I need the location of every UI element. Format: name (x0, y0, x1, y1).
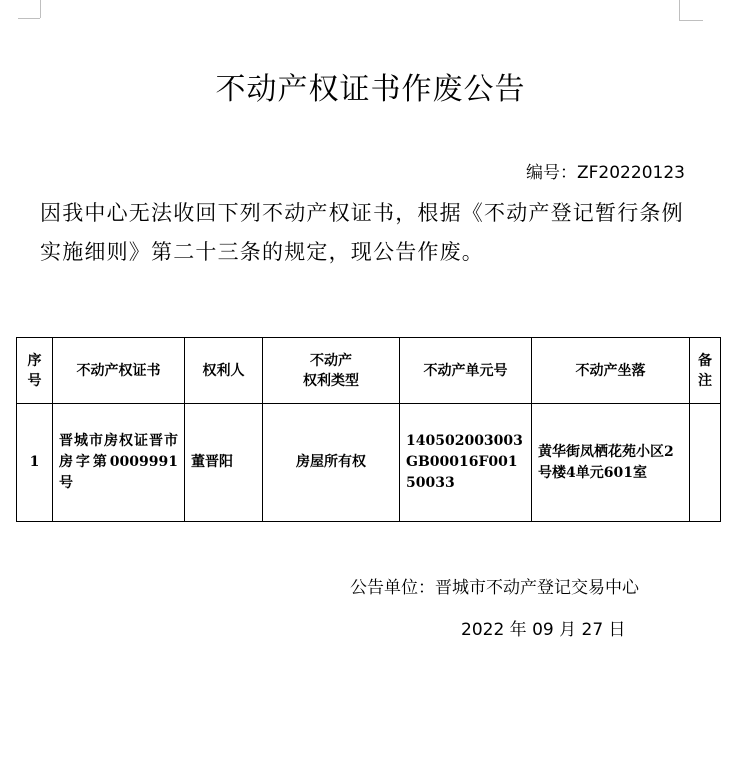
cell-unit-number: 140502003003GB00016F00150033 (400, 404, 532, 522)
header-certificate: 不动产权证书 (53, 338, 185, 404)
crop-mark-top-left-horizontal (18, 18, 40, 19)
crop-mark-top-right-horizontal (679, 20, 703, 21)
cell-right-type: 房屋所有权 (263, 404, 400, 522)
header-index: 序号 (17, 338, 53, 404)
header-unit-number: 不动产单元号 (400, 338, 532, 404)
cell-remark (690, 404, 721, 522)
crop-mark-top-right (679, 0, 680, 20)
issue-date: 2022 年 09 月 27 日 (461, 620, 626, 640)
cell-holder: 董晋阳 (185, 404, 263, 522)
table-header-row (17, 338, 721, 404)
issuing-unit: 公告单位：晋城市不动产登记交易中心 (350, 578, 639, 598)
announcement-body: 因我中心无法收回下列不动产权证书，根据《不动产登记暂行条例实施细则》第二十三条的规定，现公告作废。 (40, 201, 684, 264)
cell-location: 黄华街凤栖花苑小区2号楼4单元601室 (532, 404, 690, 522)
document-number: 编号：ZF20220123 (526, 163, 685, 183)
header-right-type (263, 338, 400, 404)
certificate-table (16, 337, 721, 522)
table-row (17, 404, 721, 522)
header-location: 不动产坐落 (532, 338, 690, 404)
cell-certificate: 晋城市房权证晋市房字第0009991号 (53, 404, 185, 522)
header-right-type-line1: 不动产 (310, 352, 352, 369)
cell-index: 1 (17, 404, 53, 522)
header-holder: 权利人 (185, 338, 263, 404)
header-right-type-line2: 权利类型 (303, 372, 359, 389)
document-title: 不动产权证书作废公告 (215, 72, 526, 107)
header-remark: 备注 (690, 338, 721, 404)
crop-mark-top-left (40, 0, 41, 18)
